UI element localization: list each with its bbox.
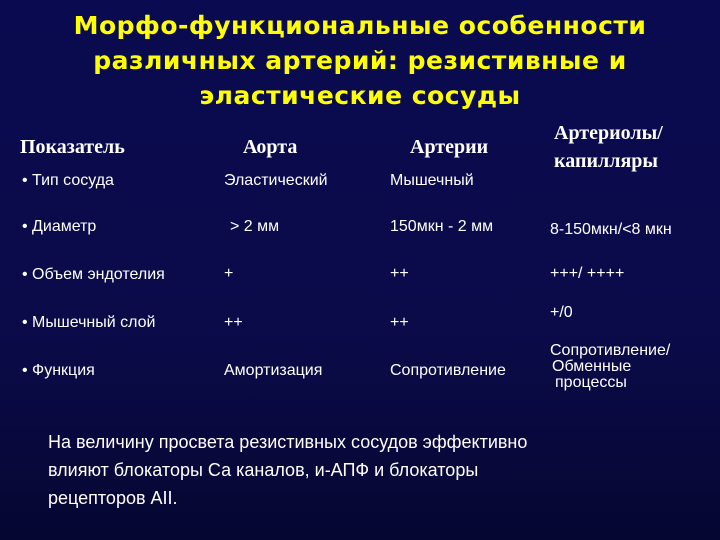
cell-arteries-type: Мышечный (390, 172, 474, 189)
cell-arteries-diameter: 150мкн - 2 мм (390, 218, 494, 235)
cell-arterioles-muscle: +/0 (550, 304, 573, 321)
title-line-1: Морфо-функциональные особенности (73, 11, 647, 40)
cell-param-function: • Функция (22, 362, 95, 379)
cell-param-muscle: • Мышечный слой (22, 314, 156, 331)
title-line-2: различных артерий: резистивные и (93, 46, 627, 75)
title-line-3: эластические сосуды (199, 81, 521, 110)
cell-arterioles-function-line-3: процессы (555, 374, 627, 391)
cell-aorta-diameter: > 2 мм (230, 218, 280, 235)
cell-arterioles-endothelium: +++/ ++++ (550, 265, 625, 282)
header-arterioles-line-1: Артериолы/ (554, 122, 663, 144)
cell-arteries-endothelium: ++ (390, 265, 409, 282)
cell-aorta-muscle: ++ (224, 314, 243, 331)
cell-arteries-muscle: ++ (390, 314, 409, 331)
footnote-line-3: рецепторов АII. (48, 488, 178, 508)
header-arterioles-line-2: капилляры (554, 150, 659, 172)
footnote-line-2: влияют блокаторы Са каналов, и-АПФ и блокаторы (48, 460, 479, 480)
header-aorta: Аорта (243, 136, 298, 158)
cell-arterioles-function-line-2: Обменные (552, 358, 632, 375)
cell-param-endothelium: • Объем эндотелия (22, 266, 165, 283)
cell-param-type: • Тип сосуда (22, 172, 114, 189)
cell-param-diameter: • Диаметр (22, 218, 97, 235)
cell-aorta-endothelium: + (224, 265, 234, 282)
footnote (48, 428, 688, 512)
cell-aorta-type: Эластический (224, 172, 328, 189)
cell-arteries-function: Сопротивление (390, 362, 506, 379)
cell-arterioles-function-line-1: Сопротивление/ (550, 342, 671, 359)
header-param: Показатель (20, 136, 125, 158)
footnote-line-1: На величину просвета резистивных сосудов эффективно (48, 432, 528, 452)
cell-arterioles-diameter: 8-150мкн/<8 мкн (550, 221, 672, 238)
cell-aorta-function: Амортизация (224, 362, 323, 379)
slide-title (20, 8, 700, 113)
header-arteries: Артерии (410, 136, 489, 158)
